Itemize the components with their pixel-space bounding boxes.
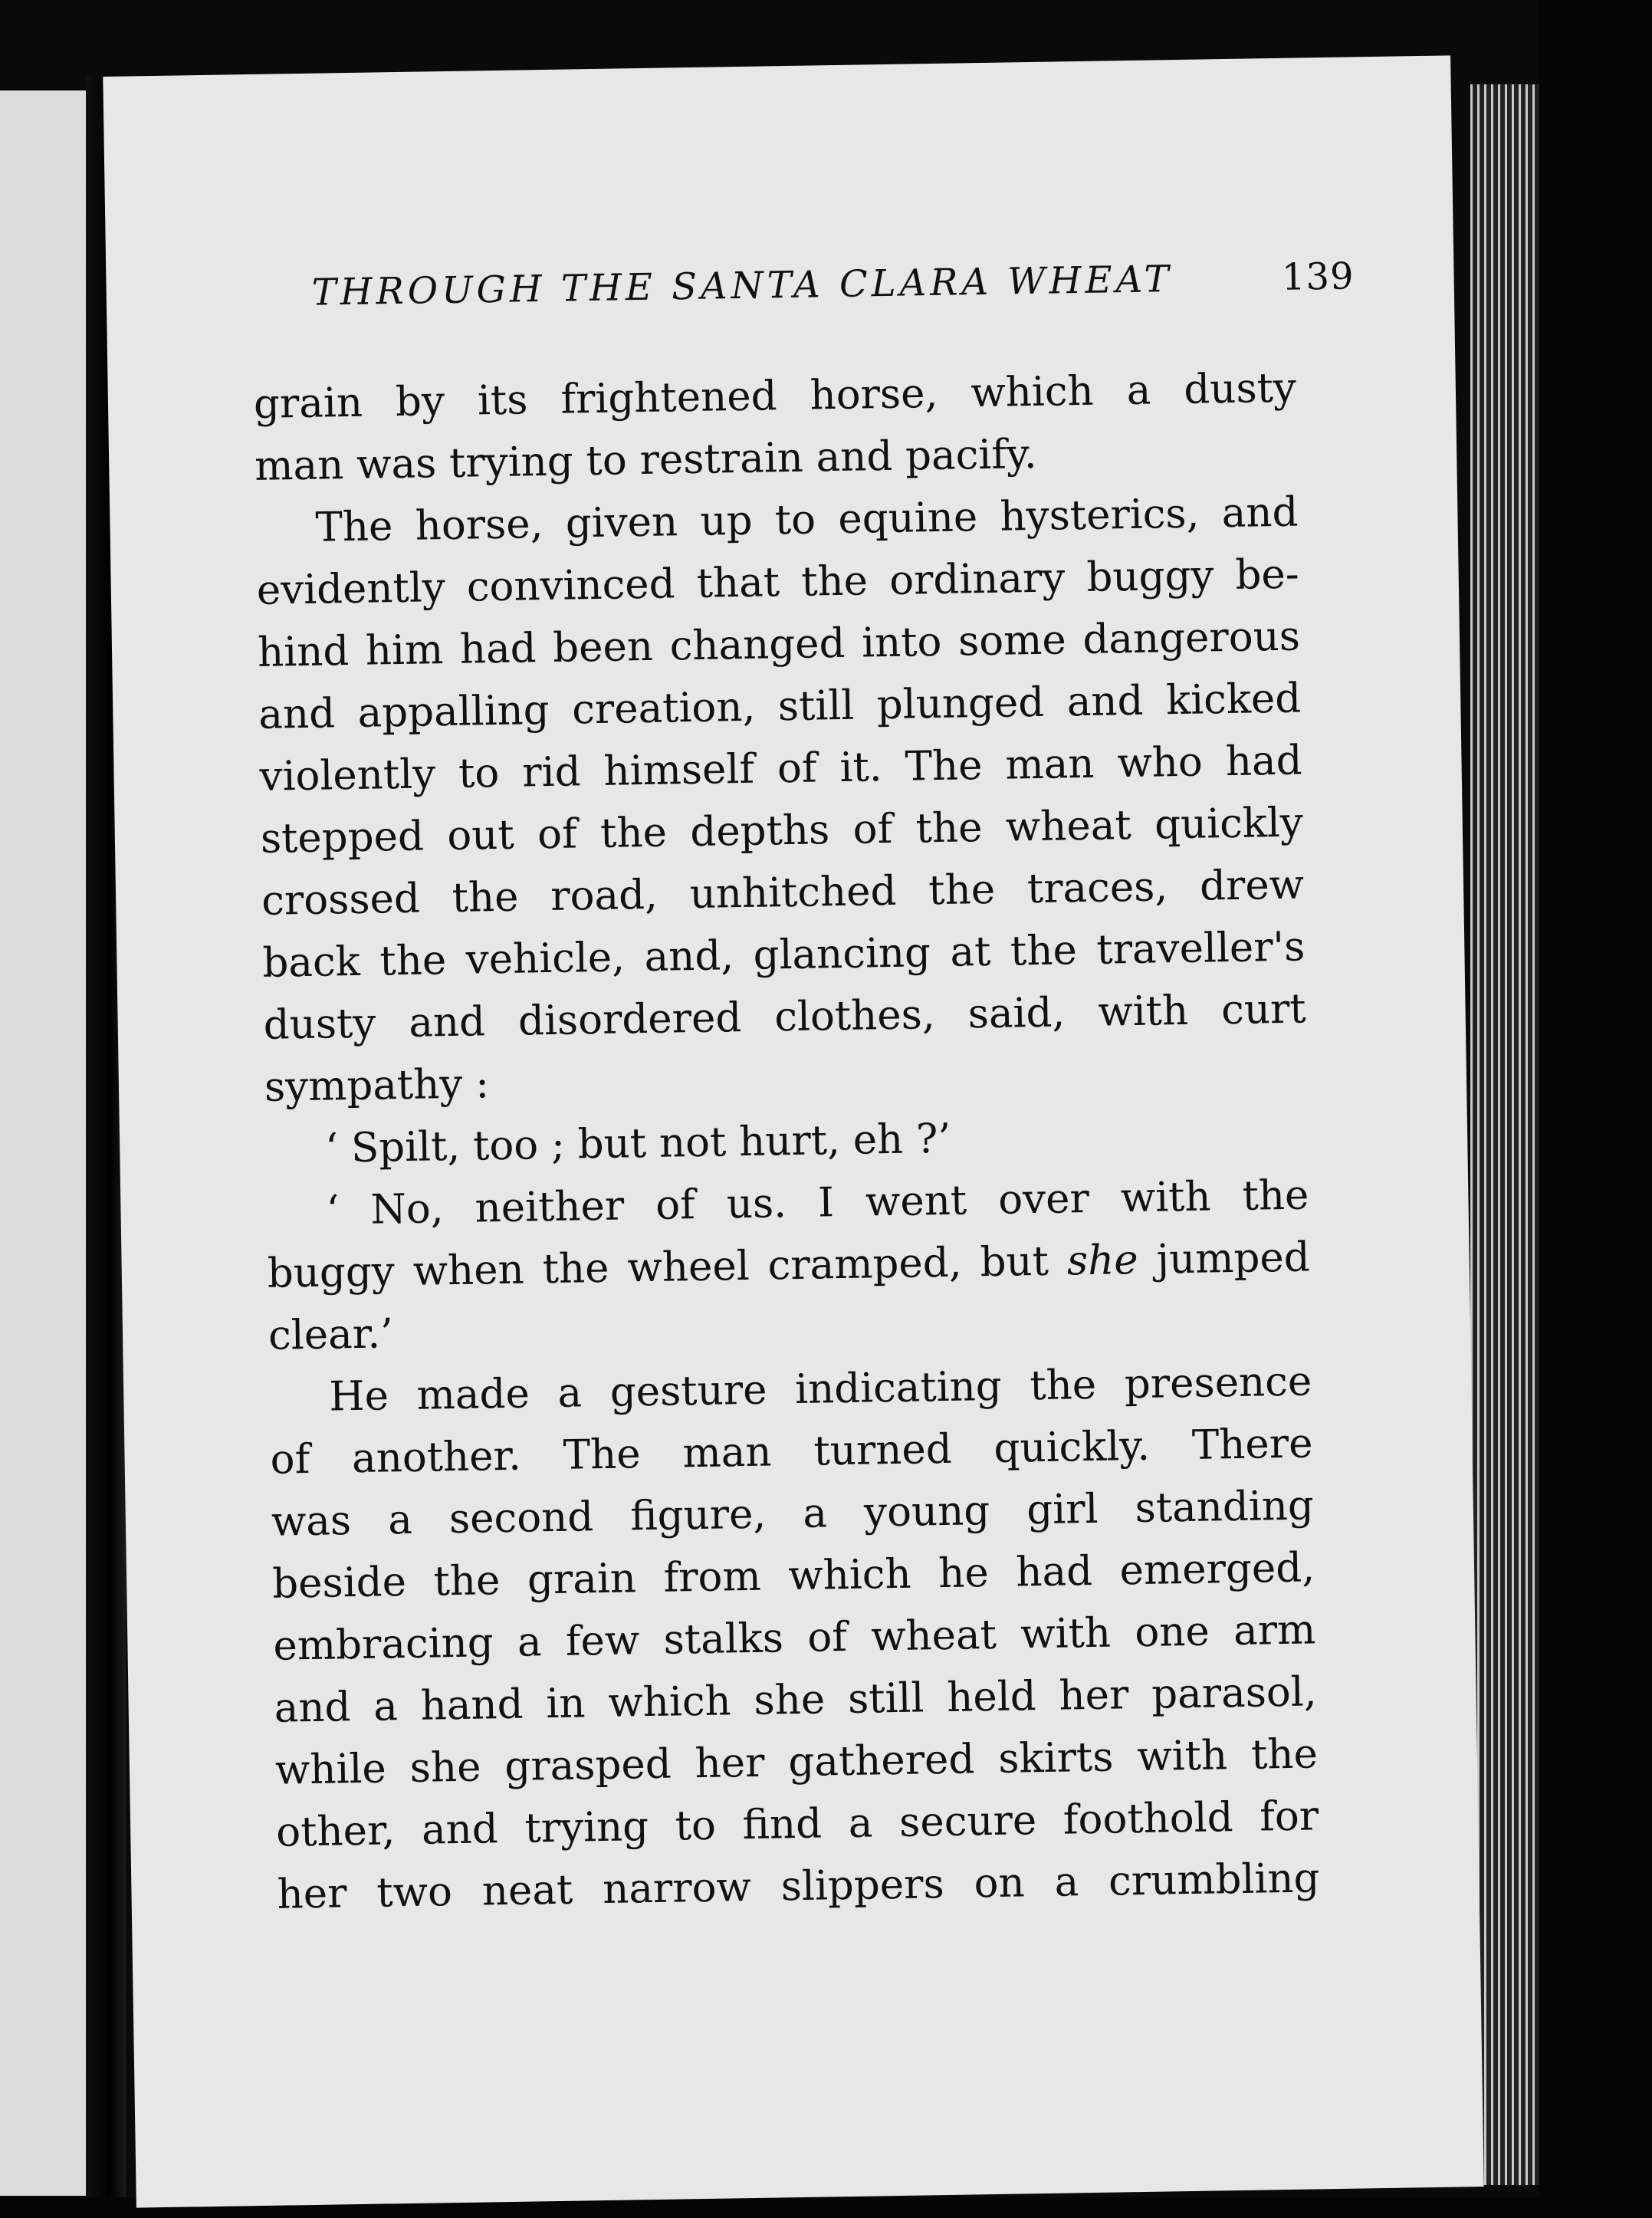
text-line: ‘ Spilt, too ; but not hurt, eh ?’ bbox=[324, 1115, 951, 1172]
text-line: back the vehicle, and, glancing at the traveller's bbox=[261, 923, 1306, 987]
text-line: evidently convinced that the ordinary buggy be- bbox=[256, 550, 1300, 614]
text-line: while she grasped her gathered skirts with the bbox=[274, 1730, 1319, 1794]
text-fragment: jumped bbox=[1156, 1234, 1311, 1283]
facing-page-edge bbox=[0, 90, 86, 2196]
text-fragment: buggy when the wheel cramped, but bbox=[267, 1237, 1049, 1297]
running-head bbox=[311, 255, 1355, 314]
body-text bbox=[253, 357, 1320, 1926]
text-line: her two neat narrow slippers on a crumbling bbox=[277, 1855, 1320, 1918]
text-line: grain by its frightened horse, which a dusty bbox=[253, 364, 1297, 428]
text-line: crossed the road, unhitched the traces, drew bbox=[261, 861, 1305, 925]
text-line: was a second figure, a young girl standing bbox=[271, 1482, 1315, 1546]
text-line: The horse, given up to equine hysterics, and bbox=[315, 488, 1299, 551]
text-line: other, and trying to find a secure foothold for bbox=[275, 1792, 1319, 1856]
running-head-title: THROUGH THE SANTA CLARA WHEAT bbox=[311, 258, 1173, 314]
text-line: violently to rid himself of it. The man who had bbox=[259, 737, 1302, 800]
text-line: man was trying to restrain and pacify. bbox=[254, 430, 1038, 490]
text-line: beside the grain from which he had emerged, bbox=[271, 1544, 1315, 1608]
text-line: hind him had been changed into some dangerous bbox=[257, 613, 1301, 676]
scan-background bbox=[1539, 0, 1652, 2218]
text-line: ‘ No, neither of us. I went over with the bbox=[326, 1171, 1309, 1234]
book-page bbox=[103, 55, 1483, 2207]
text-line: of another. The man turned quickly. There bbox=[270, 1420, 1313, 1484]
text-line: stepped out of the depths of the wheat quickly bbox=[260, 799, 1304, 863]
text-line: dusty and disordered clothes, said, with curt bbox=[263, 985, 1307, 1049]
text-line: clear.’ bbox=[268, 1310, 394, 1359]
text-line: and appalling creation, still plunged and kicked bbox=[258, 675, 1302, 738]
page-number: 139 bbox=[1281, 255, 1355, 299]
text-line: He made a gesture indicating the presence bbox=[328, 1358, 1312, 1421]
page-stack-edges bbox=[1470, 84, 1539, 2185]
text-line: and a hand in which she still held her parasol, bbox=[274, 1668, 1318, 1732]
text-line: sympathy : bbox=[264, 1060, 490, 1111]
text-line: embracing a few stalks of wheat with one arm bbox=[272, 1606, 1316, 1670]
italic-word: she bbox=[1066, 1236, 1139, 1285]
